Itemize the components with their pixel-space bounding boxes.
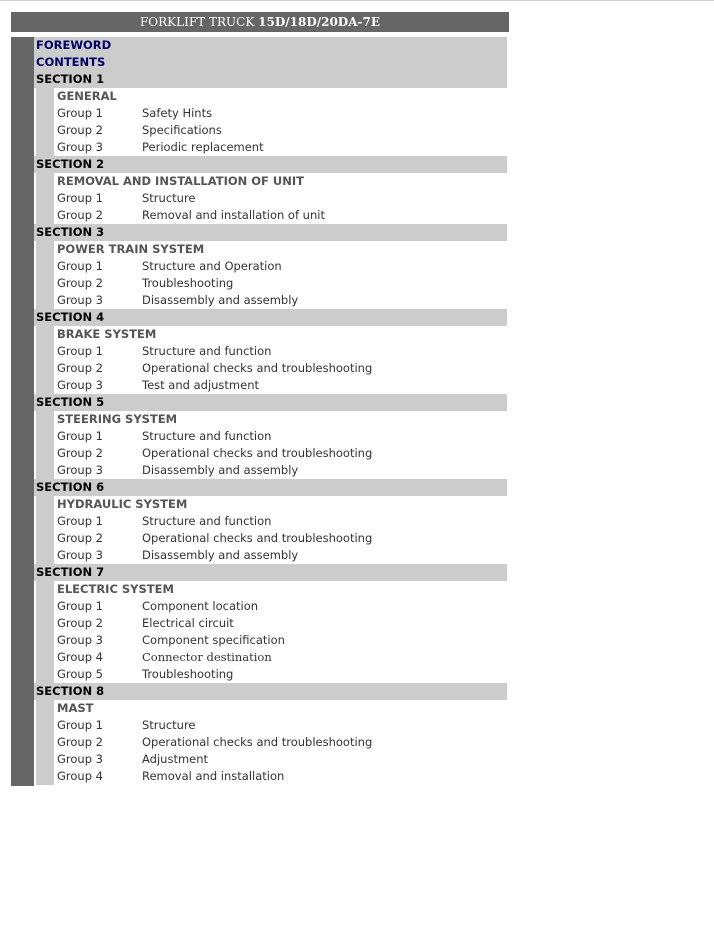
group-number: Group 1	[57, 344, 103, 358]
section-title[interactable]: ELECTRIC SYSTEM	[57, 582, 174, 596]
group-link[interactable]	[54, 513, 507, 530]
group-number: Group 3	[57, 752, 103, 766]
group-title: Operational checks and troubleshooting	[142, 361, 373, 375]
section-indent-bar	[36, 581, 54, 683]
section-body	[34, 326, 507, 394]
group-link[interactable]	[54, 462, 507, 479]
group-link[interactable]	[54, 292, 507, 309]
group-number: Group 3	[57, 140, 103, 154]
contents-link[interactable]: CONTENTS	[34, 54, 507, 71]
group-title: Troubleshooting	[142, 667, 234, 681]
group-title: Operational checks and troubleshooting	[142, 735, 373, 749]
section-body	[34, 88, 507, 156]
group-link[interactable]	[54, 666, 507, 683]
group-number: Group 1	[57, 429, 103, 443]
section-heading[interactable]: SECTION 3	[34, 224, 507, 241]
group-number: Group 4	[57, 769, 103, 783]
group-number: Group 4	[57, 650, 103, 664]
group-title: Test and adjustment	[142, 378, 259, 392]
group-number: Group 1	[57, 718, 103, 732]
header-prefix: FORKLIFT TRUCK	[139, 15, 259, 29]
group-link[interactable]	[54, 547, 507, 564]
group-title: Troubleshooting	[142, 276, 234, 290]
section-indent-bar	[36, 411, 54, 479]
section-title[interactable]: POWER TRAIN SYSTEM	[57, 242, 205, 256]
section-indent-bar	[36, 88, 54, 156]
group-link[interactable]	[54, 190, 507, 207]
group-number: Group 1	[57, 599, 103, 613]
section-title[interactable]: STEERING SYSTEM	[57, 412, 178, 426]
group-title: Structure and function	[142, 514, 272, 528]
group-link[interactable]	[54, 139, 507, 156]
group-title: Electrical circuit	[142, 616, 234, 630]
group-title: Connector destination	[142, 650, 272, 664]
group-link[interactable]	[54, 615, 507, 632]
header-model: 15D/18D/20DA-7E	[258, 15, 380, 29]
group-title: Removal and installation	[142, 769, 285, 783]
group-number: Group 3	[57, 633, 103, 647]
section-indent-bar	[36, 241, 54, 309]
group-number: Group 2	[57, 531, 103, 545]
group-number: Group 5	[57, 667, 103, 681]
section-indent-bar	[36, 496, 54, 564]
group-title: Specifications	[142, 123, 222, 137]
group-title: Operational checks and troubleshooting	[142, 446, 373, 460]
foreword-link[interactable]: FOREWORD	[34, 37, 507, 54]
section-heading[interactable]: SECTION 6	[34, 479, 507, 496]
group-number: Group 1	[57, 106, 103, 120]
section-body	[34, 241, 507, 309]
section-body	[34, 411, 507, 479]
group-link[interactable]	[54, 360, 507, 377]
group-link[interactable]	[54, 649, 507, 666]
group-number: Group 3	[57, 293, 103, 307]
group-link[interactable]	[54, 768, 507, 785]
group-title: Safety Hints	[142, 106, 213, 120]
group-number: Group 1	[57, 514, 103, 528]
group-title: Operational checks and troubleshooting	[142, 531, 373, 545]
group-number: Group 2	[57, 123, 103, 137]
group-title: Adjustment	[142, 752, 209, 766]
group-number: Group 2	[57, 361, 103, 375]
group-number: Group 3	[57, 463, 103, 477]
group-title: Disassembly and assembly	[142, 548, 299, 562]
section-title[interactable]: HYDRAULIC SYSTEM	[57, 497, 188, 511]
group-link[interactable]	[54, 275, 507, 292]
group-title: Removal and installation of unit	[142, 208, 325, 222]
group-number: Group 3	[57, 378, 103, 392]
section-indent-bar	[36, 326, 54, 394]
section-title[interactable]: REMOVAL AND INSTALLATION OF UNIT	[57, 174, 304, 188]
group-link[interactable]	[54, 445, 507, 462]
section-heading[interactable]: SECTION 8	[34, 683, 507, 700]
section-heading[interactable]: SECTION 2	[34, 156, 507, 173]
group-title: Structure and function	[142, 429, 272, 443]
group-link[interactable]	[54, 105, 507, 122]
group-link[interactable]	[54, 632, 507, 649]
group-link[interactable]	[54, 717, 507, 734]
section-title[interactable]: MAST	[57, 701, 94, 715]
group-title: Periodic replacement	[142, 140, 264, 154]
group-title: Structure	[142, 718, 196, 732]
group-link[interactable]	[54, 122, 507, 139]
section-indent-bar	[36, 700, 54, 785]
group-number: Group 1	[57, 259, 103, 273]
section-title[interactable]: BRAKE SYSTEM	[57, 327, 157, 341]
section-title[interactable]: GENERAL	[57, 89, 117, 103]
group-link[interactable]	[54, 343, 507, 360]
section-body	[34, 581, 507, 683]
group-link[interactable]	[54, 428, 507, 445]
table-of-contents	[34, 37, 507, 785]
group-title: Component location	[142, 599, 259, 613]
group-link[interactable]	[54, 377, 507, 394]
group-number: Group 3	[57, 548, 103, 562]
group-number: Group 2	[57, 616, 103, 630]
group-title: Structure	[142, 191, 196, 205]
group-number: Group 2	[57, 208, 103, 222]
top-divider	[0, 0, 714, 1]
group-link[interactable]	[54, 751, 507, 768]
section-heading[interactable]: SECTION 7	[34, 564, 507, 581]
section-body	[34, 496, 507, 564]
section-heading[interactable]: SECTION 4	[34, 309, 507, 326]
group-link[interactable]	[54, 258, 507, 275]
group-title: Structure and function	[142, 344, 272, 358]
group-title: Disassembly and assembly	[142, 293, 299, 307]
section-heading[interactable]: SECTION 1	[34, 71, 507, 88]
group-number: Group 2	[57, 735, 103, 749]
group-title: Disassembly and assembly	[142, 463, 299, 477]
group-number: Group 2	[57, 276, 103, 290]
group-number: Group 2	[57, 446, 103, 460]
group-link[interactable]	[54, 207, 507, 224]
section-body	[34, 700, 507, 785]
left-sidebar-bar	[11, 37, 34, 786]
section-heading[interactable]: SECTION 5	[34, 394, 507, 411]
group-link[interactable]	[54, 530, 507, 547]
group-link[interactable]	[54, 734, 507, 751]
document-header	[11, 12, 509, 32]
section-body	[34, 173, 507, 224]
group-link[interactable]	[54, 598, 507, 615]
group-number: Group 1	[57, 191, 103, 205]
group-title: Structure and Operation	[142, 259, 282, 273]
section-indent-bar	[36, 173, 54, 224]
group-title: Component specification	[142, 633, 285, 647]
